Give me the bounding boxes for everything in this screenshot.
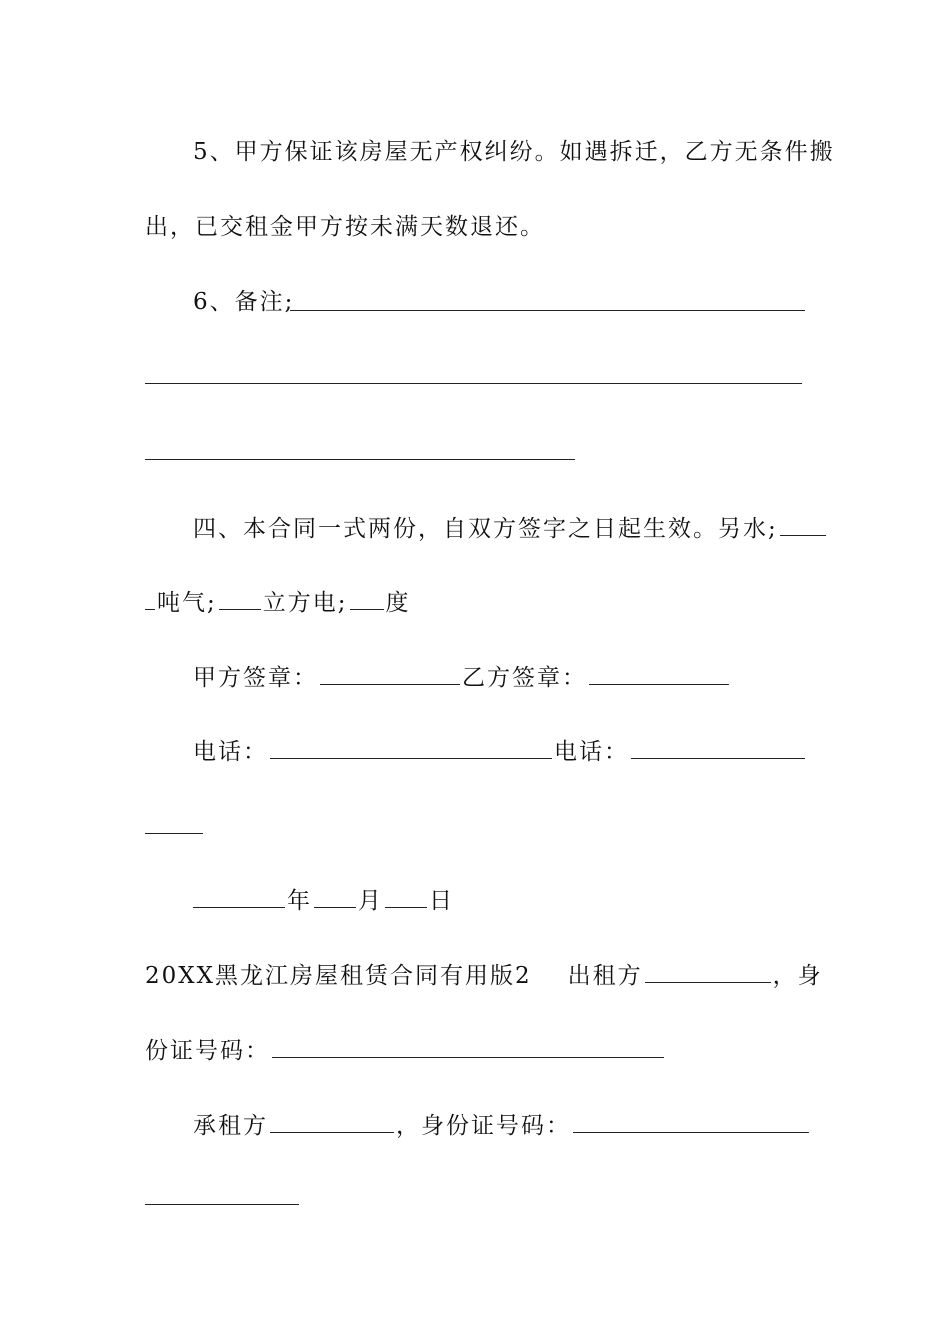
party-a-phone-label: 电话：	[193, 739, 268, 765]
clause-6-label: 6、备注;	[193, 289, 295, 315]
contract-2-heading-line	[145, 960, 823, 991]
lessee-id-blank[interactable]	[573, 1110, 809, 1133]
clause-5-line-1: 5、甲方保证该房屋无产权纠纷。如遇拆迁，乙方无条件搬	[193, 139, 835, 165]
water-blank-cont[interactable]	[145, 587, 155, 610]
year-blank[interactable]	[193, 885, 285, 908]
lessor-id-blank[interactable]	[272, 1035, 664, 1058]
year-label: 年	[287, 888, 312, 914]
phone-line	[193, 736, 807, 767]
signature-line	[193, 662, 731, 693]
day-label: 日	[429, 888, 454, 914]
section-4-line-2	[145, 587, 411, 618]
water-unit: 吨气;	[157, 590, 217, 616]
party-b-phone-blank-cont[interactable]	[145, 833, 203, 834]
power-blank[interactable]	[350, 587, 384, 610]
lessor-id-line	[145, 1035, 666, 1066]
lessee-label: 承租方	[193, 1113, 268, 1139]
power-unit: 度	[385, 590, 411, 616]
lessor-id-prefix: ，身	[772, 963, 823, 989]
lessor-id-label: 份证号码：	[145, 1038, 270, 1064]
lessee-id-label: ，身份证号码：	[396, 1113, 571, 1139]
party-b-signature-blank[interactable]	[589, 662, 729, 685]
gas-unit: 立方电;	[262, 590, 348, 616]
party-b-phone-blank[interactable]	[631, 736, 805, 759]
month-blank[interactable]	[314, 885, 356, 908]
party-a-signature-label: 甲方签章：	[193, 665, 318, 691]
gas-blank[interactable]	[219, 587, 261, 610]
date-line	[193, 885, 454, 916]
lessee-name-blank[interactable]	[270, 1110, 394, 1133]
section-4-text: 四、本合同一式两份，自双方签字之日起生效。另水;	[193, 516, 778, 542]
month-label: 月	[358, 888, 383, 914]
section-4-line-1	[193, 513, 828, 544]
clause-5-line-2: 出，已交租金甲方按未满天数退还。	[145, 214, 545, 240]
lessor-label: 出租方	[567, 963, 643, 989]
water-blank[interactable]	[780, 513, 826, 536]
remarks-blank-1[interactable]	[290, 310, 805, 311]
party-a-signature-blank[interactable]	[320, 662, 460, 685]
party-b-signature-label: 乙方签章：	[462, 665, 587, 691]
remarks-blank-3[interactable]	[145, 459, 575, 460]
lessor-name-blank[interactable]	[645, 960, 771, 983]
party-a-phone-blank[interactable]	[270, 736, 552, 759]
day-blank[interactable]	[385, 885, 427, 908]
lessee-id-blank-cont[interactable]	[145, 1204, 299, 1205]
party-b-phone-label: 电话：	[554, 739, 629, 765]
lessee-line	[193, 1110, 811, 1141]
contract-2-heading: 20XX黑龙江房屋租赁合同有用版2	[145, 963, 532, 989]
remarks-blank-2[interactable]	[145, 383, 802, 384]
